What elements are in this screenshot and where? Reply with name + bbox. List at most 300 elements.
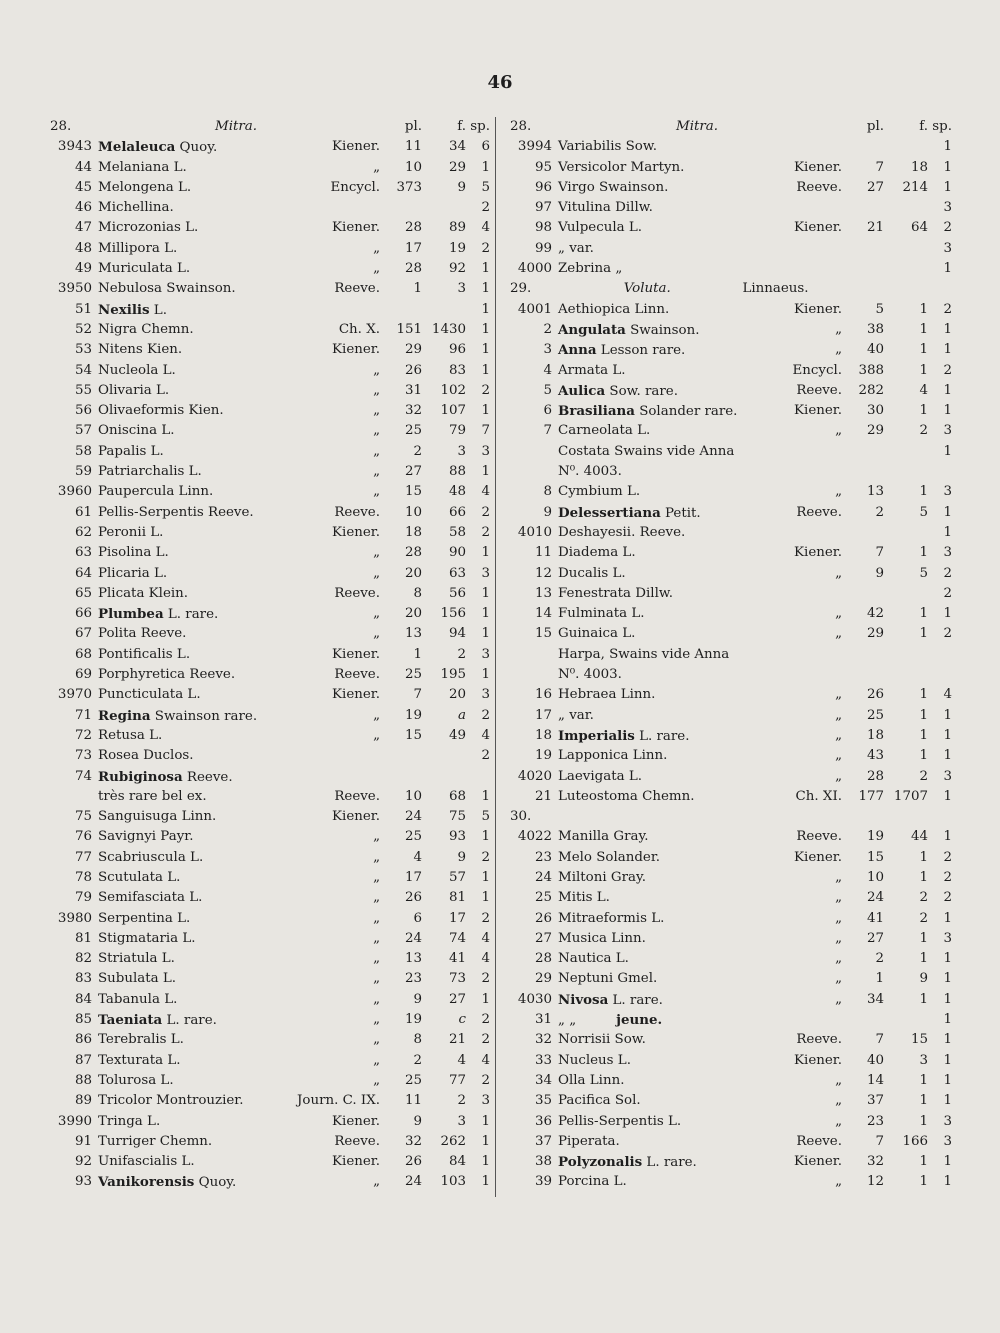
plate-number: 19 (404, 707, 422, 723)
figure-number: 58 (448, 524, 466, 540)
species-name (552, 1152, 790, 1172)
reference-author: „ (373, 362, 380, 378)
specimen-count: 3 (943, 768, 952, 784)
figure-number: 195 (440, 667, 466, 683)
species-name (552, 1091, 831, 1111)
figure-number: 92 (448, 261, 466, 277)
species-name-text: Versicolor Martyn. (558, 159, 685, 175)
figure-number: 103 (440, 1174, 466, 1190)
table-row (510, 1091, 952, 1111)
species-name-text: Carneolata L. (558, 423, 651, 439)
plate-number: 25 (404, 1072, 422, 1088)
table-row (50, 320, 490, 340)
catalog-number (510, 645, 552, 665)
plate-number: 7 (875, 545, 884, 561)
catalog-number: 14 (534, 606, 552, 622)
reference-author: Reeve. (334, 788, 380, 804)
species-name-text: Reeve. (182, 769, 233, 785)
figure-number: 1 (919, 321, 928, 337)
plate-number: 10 (404, 788, 422, 804)
catalog-number: 98 (534, 220, 552, 236)
specimen-count: 5 (481, 809, 490, 825)
table-row (510, 259, 952, 279)
reference-author: „ (373, 971, 380, 987)
catalog-number: 4 (543, 362, 552, 378)
reference-author: „ (373, 261, 380, 277)
catalog-number: 63 (74, 545, 92, 561)
table-row (510, 178, 952, 198)
figure-number: 1 (919, 869, 928, 885)
species-name-text: Porcina L. (558, 1174, 627, 1190)
species-name (552, 401, 790, 421)
specimen-count: 2 (943, 869, 952, 885)
catalog-number: 66 (74, 606, 92, 622)
specimen-count: 1 (481, 788, 490, 804)
table-row (50, 888, 490, 908)
reference-author: „ (373, 910, 380, 926)
specimen-count: 1 (943, 991, 952, 1007)
table-row (50, 259, 490, 279)
reference-author: Reeve. (334, 504, 380, 520)
species-name (552, 624, 831, 644)
species-name-text: Michellina. (98, 200, 174, 216)
species-name (92, 1091, 293, 1111)
species-name-text: Tolurosa L. (98, 1072, 174, 1088)
table-row (510, 401, 952, 421)
catalog-number: 4010 (517, 524, 552, 540)
reference-author: „ (373, 890, 380, 906)
reference-author: Kiener. (332, 342, 380, 358)
figure-number: 214 (902, 179, 928, 195)
plate-number: 4 (413, 849, 422, 865)
figure-number: 77 (448, 1072, 466, 1088)
species-name (552, 198, 838, 218)
species-name-bold: Taeniata (98, 1012, 163, 1029)
specimen-count: 3 (481, 687, 490, 703)
species-name-text: Olivaria L. (98, 382, 170, 398)
specimen-count: 1 (943, 504, 952, 520)
figure-number: 81 (448, 890, 466, 906)
reference-author: Kiener. (332, 220, 380, 236)
plate-number: 6 (413, 910, 422, 926)
genus-title: Voluta. (623, 281, 671, 297)
specimen-count: 2 (943, 626, 952, 642)
plate-number: 25 (404, 829, 422, 845)
species-name (552, 645, 838, 665)
reference-author: „ (835, 890, 842, 906)
catalog-number: 61 (74, 504, 92, 520)
plate-number: 26 (866, 687, 884, 703)
catalog-number: 86 (74, 1032, 92, 1048)
plate-number: 2 (413, 443, 422, 459)
species-name-text: Retusa L. (98, 727, 163, 743)
species-name (552, 564, 831, 584)
species-name (92, 868, 369, 888)
species-name (92, 848, 369, 868)
species-name (552, 604, 831, 624)
plate-number: 42 (866, 606, 884, 622)
table-row (50, 807, 490, 827)
catalog-number: 2 (543, 321, 552, 337)
table-row (510, 726, 952, 746)
catalog-number: 18 (534, 727, 552, 743)
specimen-count: 1 (943, 748, 952, 764)
table-row (50, 503, 490, 523)
plate-number (842, 665, 884, 685)
table-row (50, 421, 490, 441)
specimen-count: 1 (943, 1154, 952, 1170)
catalog-number: 69 (74, 667, 92, 683)
catalog-number: 27 (534, 930, 552, 946)
species-name (92, 381, 369, 401)
plate-number: 29 (866, 626, 884, 642)
reference-author: Reeve. (796, 829, 842, 845)
figure-number: 19 (448, 240, 466, 256)
catalog-number: 3980 (57, 910, 92, 926)
plate-number: 28 (404, 220, 422, 236)
species-name-text: Piperata. (558, 1133, 620, 1149)
species-name (92, 685, 328, 705)
plate-number: 26 (404, 362, 422, 378)
plate-number: 43 (866, 748, 884, 764)
species-name-text: Hebraea Linn. (558, 687, 656, 703)
specimen-count: 1 (943, 524, 952, 540)
catalog-number: 85 (74, 1012, 92, 1028)
plate-number: 23 (404, 971, 422, 987)
species-name-text: Plicata Klein. (98, 585, 189, 601)
species-name-text: Quoy. (194, 1175, 237, 1191)
specimen-count: 1 (481, 362, 490, 378)
figure-number: 2 (919, 423, 928, 439)
specimen-count: 1 (943, 342, 952, 358)
catalog-number: 64 (74, 565, 92, 581)
plate-number: 26 (404, 1154, 422, 1170)
table-row (510, 158, 952, 178)
plate-number: 7 (875, 159, 884, 175)
reference-author: Reeve. (796, 1032, 842, 1048)
specimen-count: 2 (481, 707, 490, 723)
species-name-text: Neptuni Gmel. (558, 971, 658, 987)
figure-number: 41 (448, 951, 466, 967)
figure-number: 166 (902, 1133, 928, 1149)
catalog-number: 3994 (517, 139, 552, 155)
catalog-number: 37 (534, 1133, 552, 1149)
specimen-count: 1 (481, 301, 490, 317)
reference-author: „ (373, 991, 380, 1007)
table-row (510, 421, 952, 441)
catalog-number: 78 (74, 869, 92, 885)
species-list (510, 137, 952, 1192)
species-name (92, 340, 328, 360)
species-name-text: Pellis-Serpentis Reeve. (98, 504, 254, 520)
plate-number (842, 584, 884, 604)
specimen-count: 3 (481, 565, 490, 581)
table-row (50, 969, 490, 989)
table-row (510, 1071, 952, 1091)
species-name (552, 523, 838, 543)
figure-number: 5 (919, 504, 928, 520)
reference-author: Kiener. (332, 687, 380, 703)
species-name-text: Ducalis L. (558, 565, 626, 581)
table-row (510, 340, 952, 360)
plate-number (842, 442, 884, 462)
specimen-count: 1 (943, 910, 952, 926)
specimen-count: 2 (481, 200, 490, 216)
figure-number: 1 (919, 342, 928, 358)
species-name-bold: Brasiliana (558, 403, 635, 420)
figure-number (884, 523, 928, 543)
figure-number: 1 (919, 626, 928, 642)
genus-title (552, 807, 752, 827)
table-row (510, 909, 952, 929)
species-name (92, 1132, 330, 1152)
reference-author: Kiener. (332, 524, 380, 540)
specimen-count: 4 (481, 951, 490, 967)
figure-number: 1 (919, 687, 928, 703)
species-name (92, 442, 369, 462)
species-name-text: Rosea Duclos. (98, 748, 194, 764)
species-name-text: L. rare. (162, 1013, 217, 1029)
figure-number: 1 (919, 301, 928, 317)
species-name-text: L. rare. (608, 992, 663, 1008)
species-name-text: Costata Swains vide Anna (558, 443, 735, 459)
figure-number: 3 (457, 1113, 466, 1129)
figure-number: 29 (448, 159, 466, 175)
specimen-count: 5 (481, 179, 490, 195)
reference-author: „ (373, 159, 380, 175)
species-name (552, 320, 831, 340)
catalog-number: 21 (534, 788, 552, 804)
species-name-bold: Rubiginosa (98, 768, 183, 785)
species-name-bold: Polyzonalis (558, 1154, 643, 1171)
species-name (92, 584, 330, 604)
species-name-text: Vitulina Dillw. (558, 200, 653, 216)
table-row (510, 1132, 952, 1152)
reference-author: „ (373, 606, 380, 622)
species-name (92, 949, 369, 969)
plate-number: 32 (404, 1133, 422, 1149)
reference-author: Reeve. (334, 585, 380, 601)
table-row (50, 990, 490, 1010)
species-name (92, 665, 330, 685)
reference-author: „ (835, 748, 842, 764)
species-name-bold: Regina (98, 707, 151, 724)
plate-number: 31 (404, 382, 422, 398)
specimen-count: 1 (481, 890, 490, 906)
plate-number: 2 (875, 504, 884, 520)
species-name-text: Scabriuscula L. (98, 849, 204, 865)
catalog-number: 68 (74, 646, 92, 662)
table-row (50, 767, 490, 787)
genus-author (752, 807, 952, 827)
species-name (552, 949, 831, 969)
catalog-number: 3960 (57, 484, 92, 500)
table-row (510, 462, 952, 482)
specimen-count: 1 (943, 139, 952, 155)
catalog-number: 79 (74, 890, 92, 906)
species-name-text: Striatula L. (98, 951, 175, 967)
specimen-count: 2 (943, 220, 952, 236)
table-row (510, 1010, 952, 1030)
specimen-count: 1 (481, 1133, 490, 1149)
species-name (552, 929, 831, 949)
species-name (552, 482, 831, 502)
plate-number: 177 (858, 788, 884, 804)
figure-number: 9 (457, 849, 466, 865)
figure-number: 57 (448, 869, 466, 885)
species-name (92, 361, 369, 381)
species-name (92, 503, 330, 523)
specimen-count: 1 (943, 829, 952, 845)
reference-author: „ (835, 423, 842, 439)
figure-number: 102 (440, 382, 466, 398)
plate-number (842, 137, 884, 157)
specimen-count (928, 665, 952, 685)
plate-number: 28 (404, 545, 422, 561)
catalog-number: 52 (74, 321, 92, 337)
figure-number: 17 (448, 910, 466, 926)
figure-number: 2 (457, 1093, 466, 1109)
column-divider (495, 117, 496, 1197)
table-row (510, 1152, 952, 1172)
table-row (50, 1132, 490, 1152)
figure-number: 64 (910, 220, 928, 236)
figure-number (884, 462, 928, 482)
catalog-number: 17 (534, 707, 552, 723)
plate-number: 2 (875, 951, 884, 967)
table-row (50, 1112, 490, 1132)
plate-number: 15 (866, 849, 884, 865)
species-name-text: Nitens Kien. (98, 342, 183, 358)
figure-number (884, 1010, 928, 1030)
reference-author: „ (835, 971, 842, 987)
reference-author: Encycl. (330, 179, 380, 195)
catalog-number: 91 (74, 1133, 92, 1149)
specimen-count: 1 (481, 1154, 490, 1170)
figure-number: 2 (457, 646, 466, 662)
species-name-text: L. (149, 302, 167, 318)
figure-number: 3 (457, 281, 466, 297)
reference-author: Ch. X. (338, 321, 380, 337)
catalog-number: 13 (534, 585, 552, 601)
reference-author: Kiener. (794, 159, 842, 175)
specimen-count: 2 (481, 1032, 490, 1048)
genus-title: Mitra. (214, 119, 258, 134)
species-name-text: Nebulosa Swainson. (98, 281, 236, 297)
plate-number (380, 300, 422, 320)
table-row (50, 1051, 490, 1071)
specimen-count (466, 767, 490, 787)
figure-number: 1 (919, 727, 928, 743)
specimen-count: 1 (943, 951, 952, 967)
specimen-count: 1 (943, 261, 952, 277)
catalog-number: 95 (534, 159, 552, 175)
catalog-number: 96 (534, 179, 552, 195)
specimen-count: 3 (481, 646, 490, 662)
table-row (510, 239, 952, 259)
species-name-text: très rare bel ex. (98, 788, 207, 804)
plate-number: 17 (404, 869, 422, 885)
specimen-count: 7 (481, 423, 490, 439)
figure-number: 27 (448, 991, 466, 1007)
species-name (92, 929, 369, 949)
species-name-text: Scutulata L. (98, 869, 181, 885)
specimen-count: 1 (943, 321, 952, 337)
species-name-text: „ var. (558, 240, 594, 256)
species-name (92, 604, 369, 624)
reference-author: Kiener. (794, 545, 842, 561)
catalog-number: 92 (74, 1154, 92, 1170)
table-row (510, 827, 952, 847)
specimen-count: 1 (943, 788, 952, 804)
figure-number: 262 (440, 1133, 466, 1149)
plate-number: 10 (404, 504, 422, 520)
plate-number: 9 (413, 991, 422, 1007)
species-name (92, 1112, 328, 1132)
species-name (92, 198, 376, 218)
figure-number: 48 (448, 484, 466, 500)
figure-number: 1 (919, 930, 928, 946)
species-name-text: Pisolina L. (98, 545, 169, 561)
plate-number (380, 767, 422, 787)
species-name (552, 1112, 831, 1132)
figure-number: 93 (448, 829, 466, 845)
specimen-count: 2 (481, 1012, 490, 1028)
reference-author: „ (373, 565, 380, 581)
species-name (92, 564, 369, 584)
species-name-text: Quoy. (175, 140, 218, 156)
catalog-number: 34 (534, 1072, 552, 1088)
catalog-number: 23 (534, 849, 552, 865)
species-name (92, 767, 376, 787)
species-name (92, 969, 369, 989)
reference-author: „ (835, 321, 842, 337)
plate-number: 11 (404, 1093, 422, 1109)
species-name-text: Tringa L. (98, 1113, 161, 1129)
species-name (552, 706, 831, 726)
specimen-count: 2 (481, 382, 490, 398)
reference-author: Reeve. (796, 504, 842, 520)
reference-author: „ (373, 1052, 380, 1068)
species-name (92, 158, 369, 178)
figure-number: 89 (448, 220, 466, 236)
catalog-number: 74 (74, 768, 92, 784)
figure-number: 4 (457, 1052, 466, 1068)
reference-author: „ (373, 484, 380, 500)
table-row (510, 848, 952, 868)
catalog-number: 56 (74, 403, 92, 419)
species-name (92, 320, 335, 340)
table-row (50, 787, 490, 807)
specimen-count: 1 (943, 971, 952, 987)
specimen-count: 3 (481, 443, 490, 459)
specimen-count: 2 (481, 504, 490, 520)
species-name (92, 218, 328, 238)
reference-author: „ (835, 768, 842, 784)
table-row (50, 1091, 490, 1111)
species-name (92, 990, 369, 1010)
plate-number: 29 (866, 423, 884, 439)
species-name (552, 543, 790, 563)
species-name-text: Musica Linn. (558, 930, 646, 946)
figure-number: 21 (448, 1032, 466, 1048)
species-name-text: Fenestrata Dillw. (558, 585, 674, 601)
section-number: 28. (50, 119, 72, 134)
species-name-text: Virgo Swainson. (558, 179, 669, 195)
species-name (552, 848, 790, 868)
species-name-text: Zebrina „ (558, 261, 623, 277)
species-name (92, 137, 328, 157)
